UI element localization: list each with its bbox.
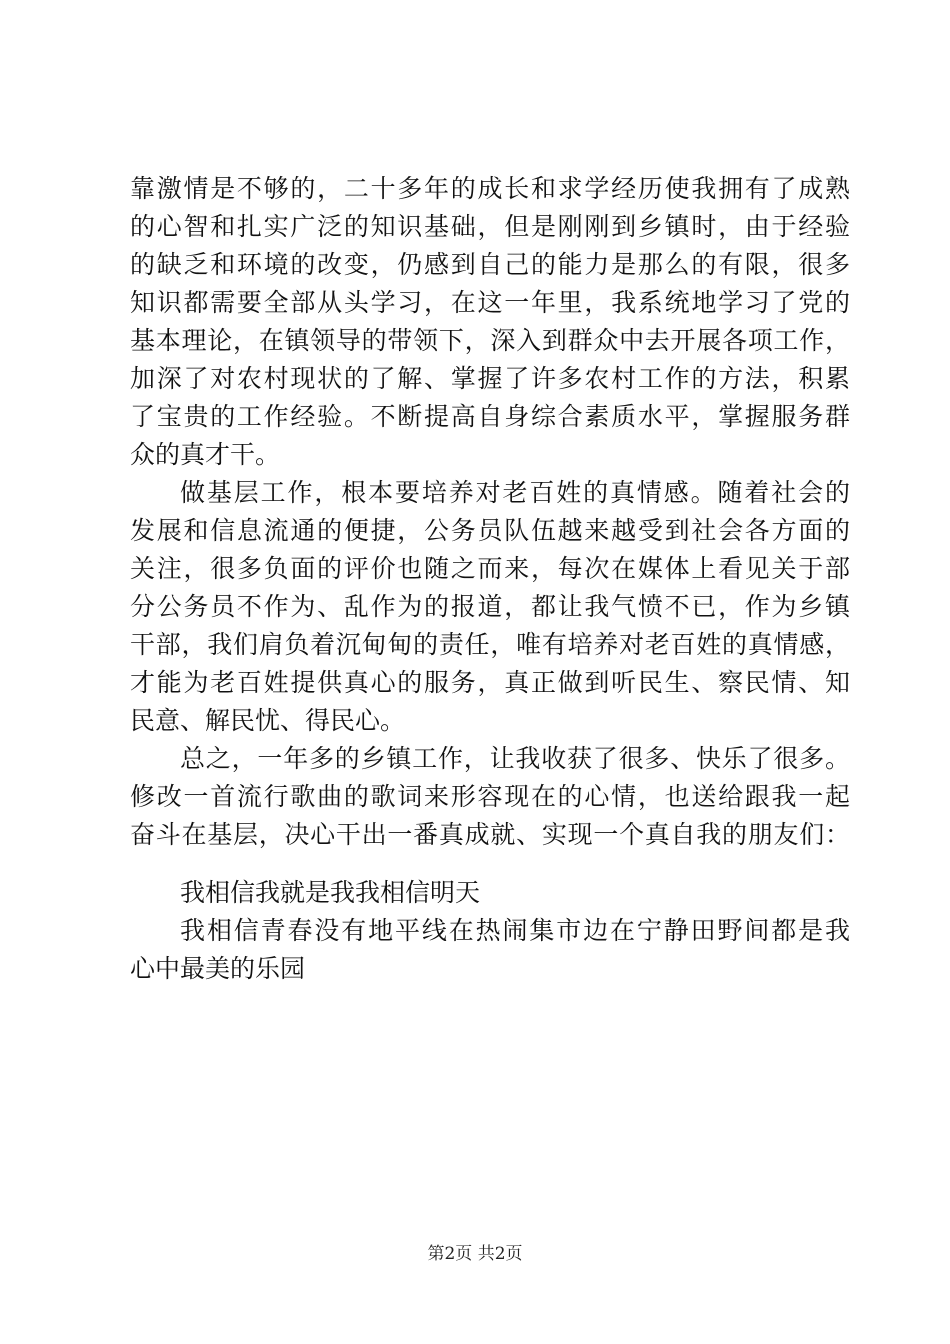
page-number-footer: 第2页 共2页 — [427, 1244, 523, 1264]
text-line: 才能为老百姓提供真心的服务，真正做到听民生、察民情、知 — [130, 668, 850, 697]
text-line: 奋斗在基层，决心干出一番真成就、实现一个真自我的朋友们： — [130, 820, 850, 849]
paragraph-3 — [130, 740, 850, 854]
text-line: 心中最美的乐园 — [130, 954, 306, 983]
lyric-line-2 — [130, 912, 850, 988]
text-line: 关注，很多负面的评价也随之而来，每次在媒体上看见关于部 — [130, 554, 850, 583]
text-line: 的心智和扎实广泛的知识基础，但是刚刚到乡镇时，由于经验 — [130, 212, 850, 241]
text-line: 知识都需要全部从头学习，在这一年里，我系统地学习了党的 — [130, 288, 850, 317]
text-line: 了宝贵的工作经验。不断提高自身综合素质水平，掌握服务群 — [130, 402, 850, 431]
text-line: 众的真才干。 — [130, 440, 281, 469]
text-line: 分公务员不作为、乱作为的报道，都让我气愤不已，作为乡镇 — [130, 592, 850, 621]
text-line: 我相信我就是我我相信明天 — [180, 878, 481, 907]
paragraph-spacer — [130, 854, 850, 874]
text-line: 民意、解民忧、得民心。 — [130, 706, 406, 735]
text-line: 我相信青春没有地平线在热闹集市边在宁静田野间都是我 — [180, 916, 850, 945]
paragraph-1 — [130, 170, 850, 474]
text-line: 基本理论，在镇领导的带领下，深入到群众中去开展各项工作， — [130, 326, 850, 355]
text-line: 总之，一年多的乡镇工作，让我收获了很多、快乐了很多。 — [180, 744, 850, 773]
text-line: 做基层工作，根本要培养对老百姓的真情感。随着社会的 — [180, 478, 850, 507]
text-line: 加深了对农村现状的了解、掌握了许多农村工作的方法，积累 — [130, 364, 850, 393]
text-line: 靠激情是不够的，二十多年的成长和求学经历使我拥有了成熟 — [130, 174, 850, 203]
lyric-line-1 — [130, 874, 850, 912]
text-line: 修改一首流行歌曲的歌词来形容现在的心情，也送给跟我一起 — [130, 782, 850, 811]
paragraph-2 — [130, 474, 850, 740]
text-line: 干部，我们肩负着沉甸甸的责任，唯有培养对老百姓的真情感， — [130, 630, 850, 659]
text-line: 的缺乏和环境的改变，仍感到自己的能力是那么的有限，很多 — [130, 250, 850, 279]
document-body — [130, 170, 850, 988]
text-line: 发展和信息流通的便捷，公务员队伍越来越受到社会各方面的 — [130, 516, 850, 545]
